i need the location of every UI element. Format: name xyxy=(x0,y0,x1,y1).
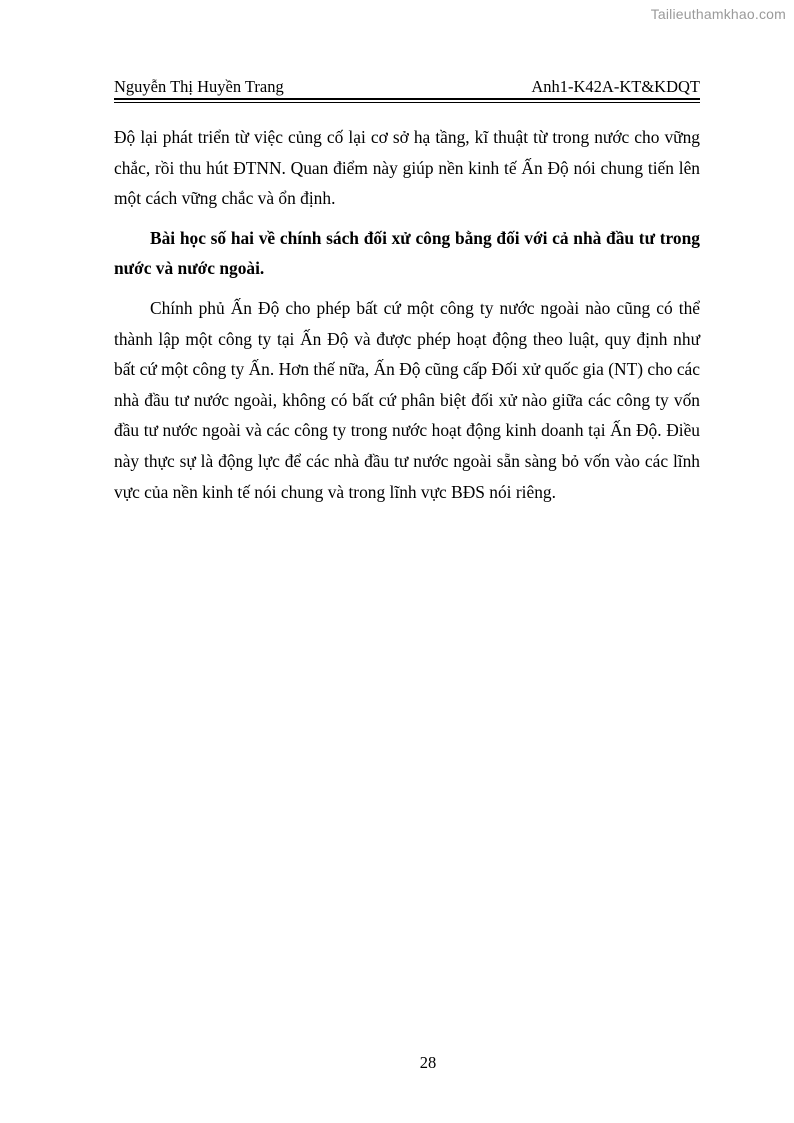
section-heading: Bài học số hai về chính sách đối xử công bằng đối với cả nhà đầu tư trong nước và nước ngoài. xyxy=(114,227,700,279)
page-body xyxy=(114,122,700,516)
page-number: 28 xyxy=(419,1053,437,1072)
paragraph-continuation: Độ lại phát triển từ việc củng cố lại cơ sở hạ tầng, kĩ thuật từ trong nước cho vững chắc, rồi thu hút ĐTNN. Quan điểm này giúp nền kinh tế Ấn Độ nói chung tiến lên một cách vững chắc và ổn định. xyxy=(114,127,700,209)
header-author: Nguyễn Thị Huyền Trang xyxy=(114,77,284,96)
header-rule-thick xyxy=(114,98,700,100)
paragraph-body: Chính phủ Ấn Độ cho phép bất cứ một công ty nước ngoài nào cũng có thể thành lập một công ty tại Ấn Độ và được phép hoạt động theo luật, quy định như bất cứ một công ty Ấn. Hơn thế nữa, Ấn Độ cũng cấp Đối xử quốc gia (NT) cho các nhà đầu tư nước ngoài, không có bất cứ phân biệt đối xử nào giữa các công ty vốn đầu tư nước ngoài và các công ty trong nước hoạt động kinh doanh tại Ấn Độ. Điều này thực sự là động lực để các nhà đầu tư nước ngoài sẵn sàng bỏ vốn vào các lĩnh vực của nền kinh tế nói chung và trong lĩnh vực BĐS nói riêng. xyxy=(114,297,700,502)
page-header xyxy=(114,76,700,98)
watermark-text: Tailieuthamkhao.com xyxy=(650,6,786,22)
header-rule-thin xyxy=(114,102,700,103)
header-class-code: Anh1-K42A-KT&KDQT xyxy=(531,77,700,96)
